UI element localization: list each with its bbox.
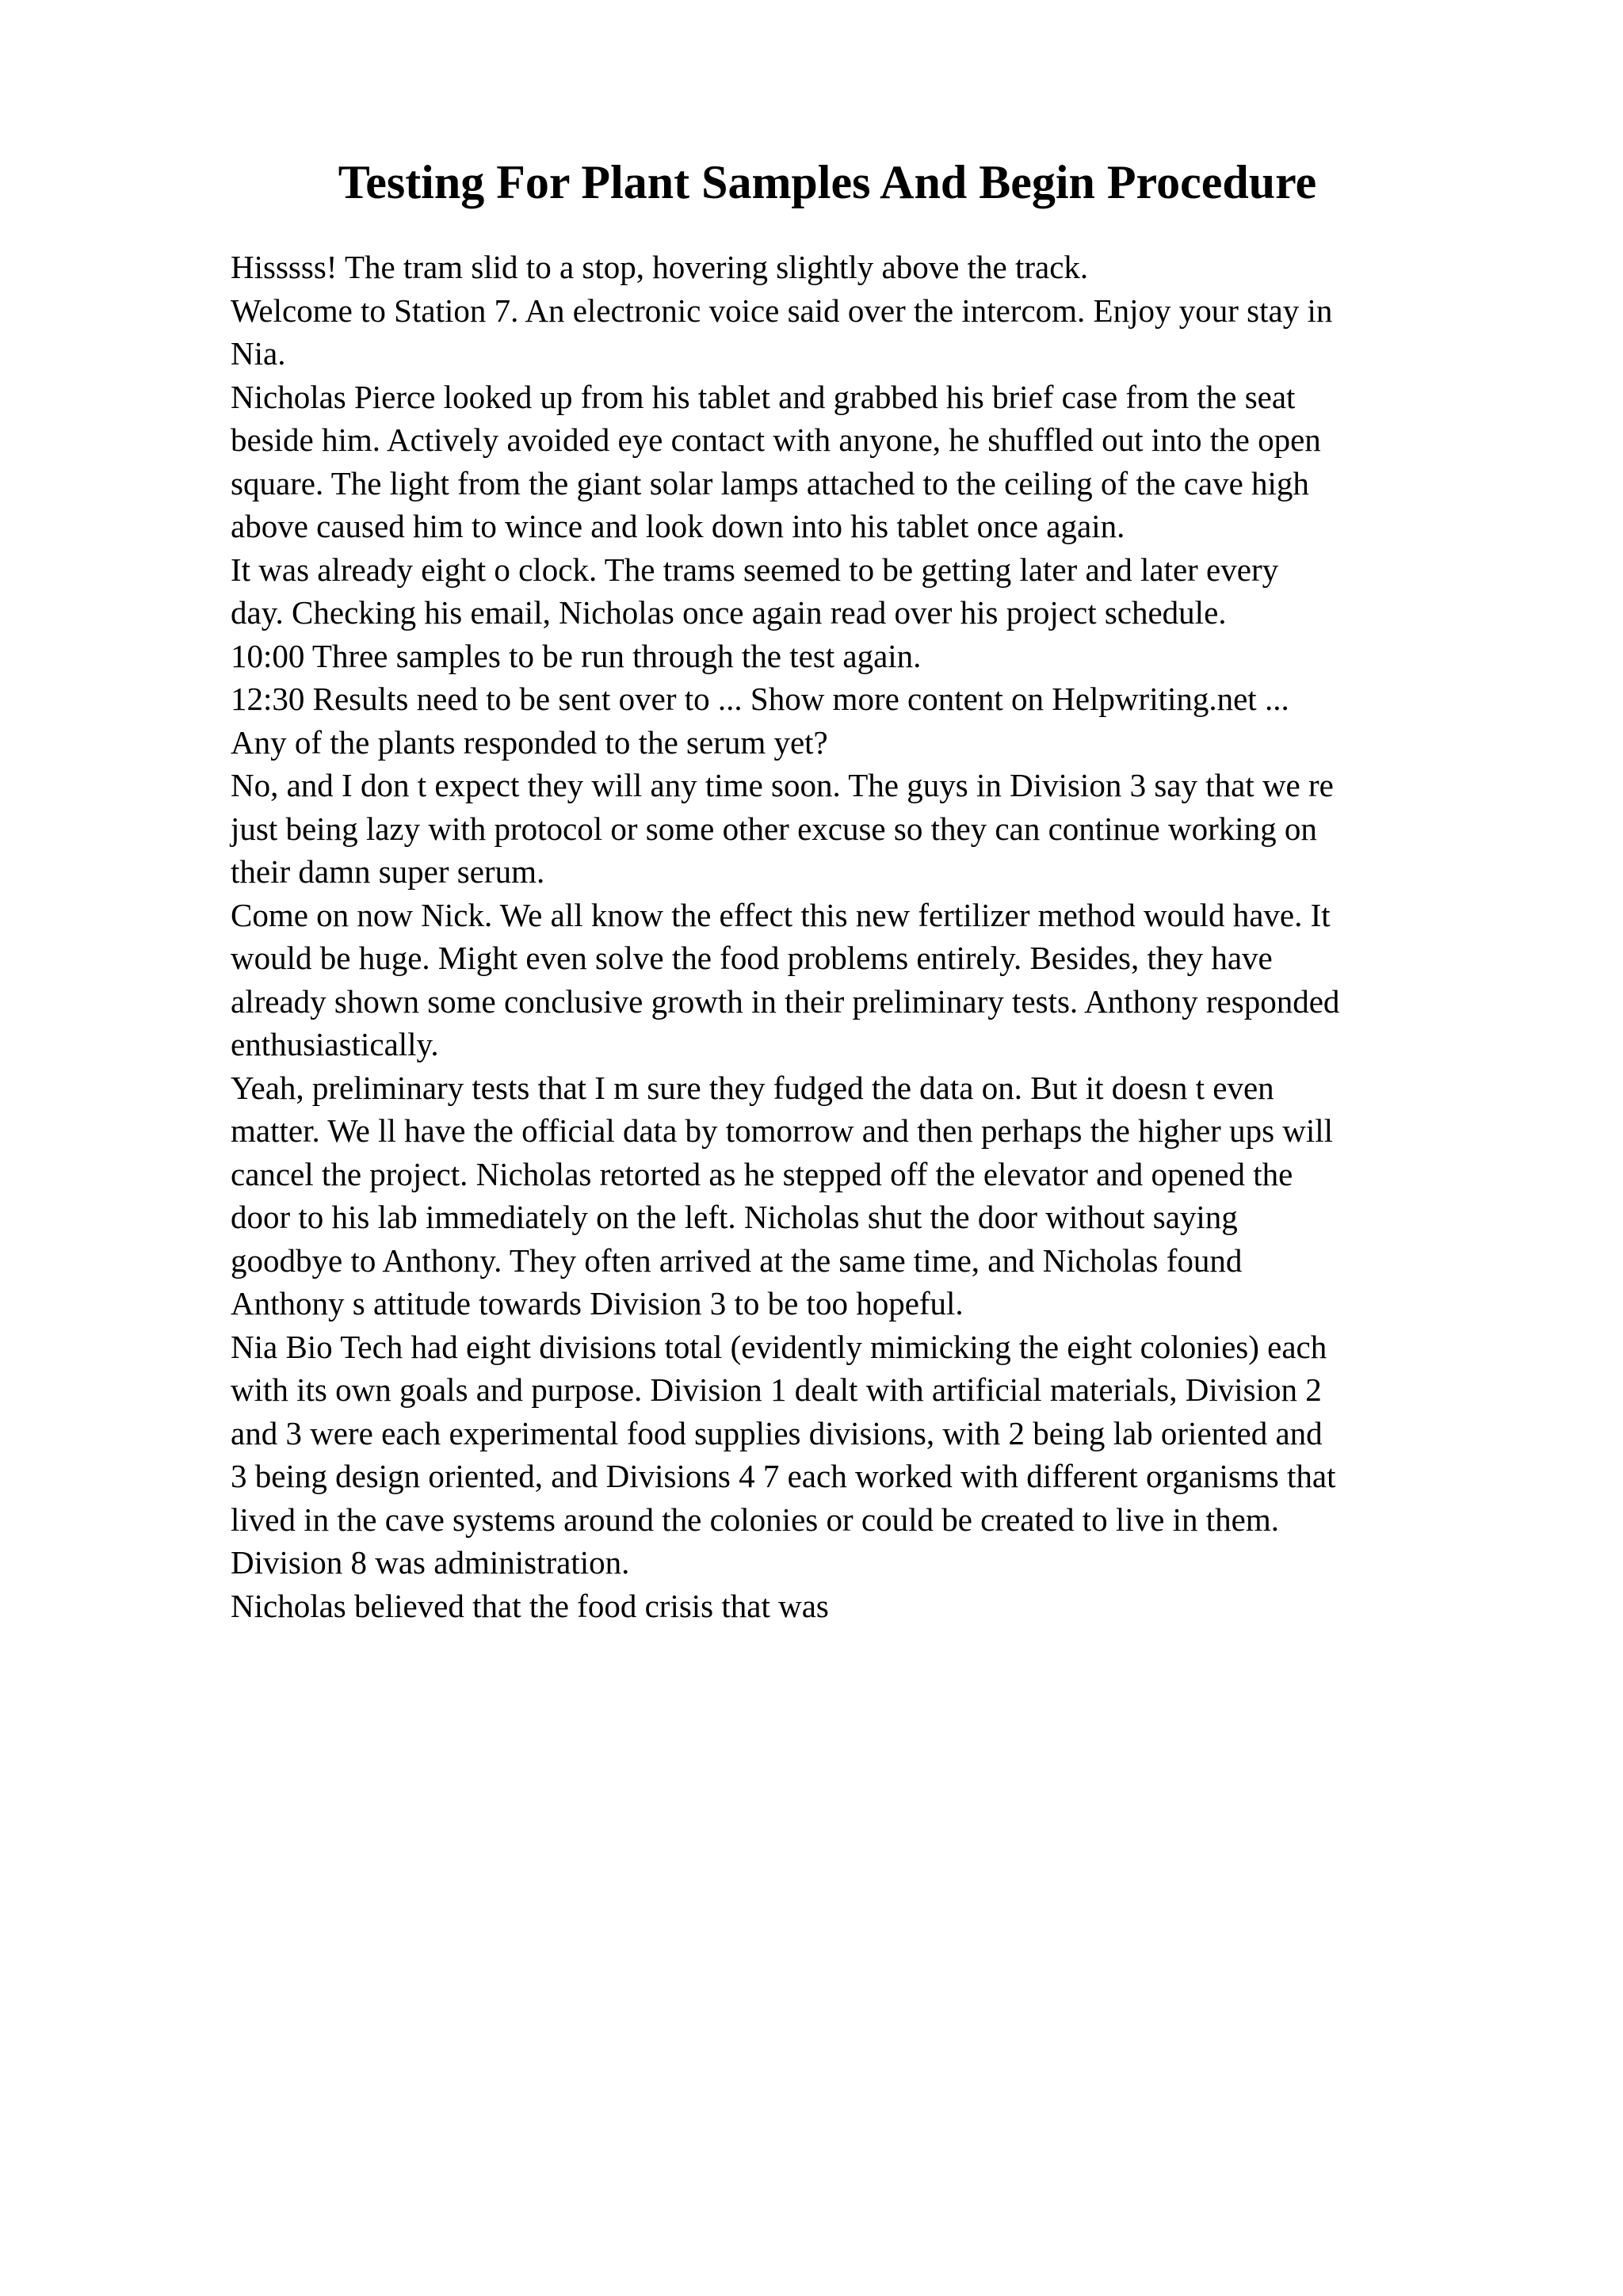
text-line: Anthony s attitude towards Division 3 to be too hopeful. [231,1285,964,1322]
text-line: cancel the project. Nicholas retorted as he stepped off the elevator and opened the [231,1155,1293,1192]
text-line: Nia. [231,335,286,372]
text-line: Welcome to Station 7. An electronic voice said over the intercom. Enjoy your stay in [231,292,1333,329]
text-line: 10:00 Three samples to be run through the test again. [231,637,922,674]
text-line: 12:30 Results need to be sent over to ... Show more content on Helpwriting.net ... [231,681,1289,717]
text-line: just being lazy with protocol or some other excuse so they can continue working on [231,810,1317,847]
text-line: their damn super serum. [231,853,545,890]
text-line: Nicholas believed that the food crisis that was [231,1587,829,1624]
text-line: door to his lab immediately on the left. Nicholas shut the door without saying [231,1199,1238,1235]
text-line: Come on now Nick. We all know the effect this new fertilizer method would have. It [231,896,1331,933]
text-line: It was already eight o clock. The trams seemed to be getting later and later every [231,551,1279,588]
text-line: square. The light from the giant solar lamps attached to the ceiling of the cave high [231,464,1309,502]
text-line: Any of the plants responded to the serum yet? [231,723,828,761]
text-line: Nicholas Pierce looked up from his tablet and grabbed his brief case from the seat [231,378,1296,415]
text-line: matter. We ll have the official data by tomorrow and then perhaps the higher ups will [231,1112,1334,1149]
text-line: goodbye to Anthony. They often arrived at the same time, and Nicholas found [231,1241,1243,1279]
text-line: lived in the cave systems around the colonies or could be created to live in them. [231,1501,1279,1538]
text-line: Yeah, preliminary tests that I m sure they fudged the data on. But it doesn t even [231,1069,1274,1106]
text-line: already shown some conclusive growth in their preliminary tests. Anthony responded [231,982,1340,1020]
text-line: above caused him to wince and look down into his tablet once again. [231,508,1125,544]
page-title: Testing For Plant Samples And Begin Procedure [338,156,1317,208]
text-line: No, and I don t expect they will any time soon. The guys in Division 3 say that we re [231,767,1334,803]
text-line: Nia Bio Tech had eight divisions total (evidently mimicking the eight colonies) each [231,1328,1327,1365]
text-line: beside him. Actively avoided eye contact with anyone, he shuffled out into the open [231,421,1321,458]
text-line: with its own goals and purpose. Division 1 dealt with artificial materials, Division 2 [231,1371,1322,1408]
text-line: and 3 were each experimental food supplies divisions, with 2 being lab oriented and [231,1414,1323,1451]
text-line: Hisssss! The tram slid to a stop, hovering slightly above the track. [231,249,1089,285]
text-line: enthusiastically. [231,1026,439,1062]
document-body [231,246,1514,1627]
text-line: Division 8 was administration. [231,1544,630,1581]
text-line: 3 being design oriented, and Divisions 4 7 each worked with different organisms that [231,1458,1336,1494]
text-line: day. Checking his email, Nicholas once again read over his project schedule. [231,594,1227,631]
text-line: would be huge. Might even solve the food problems entirely. Besides, they have [231,940,1273,976]
